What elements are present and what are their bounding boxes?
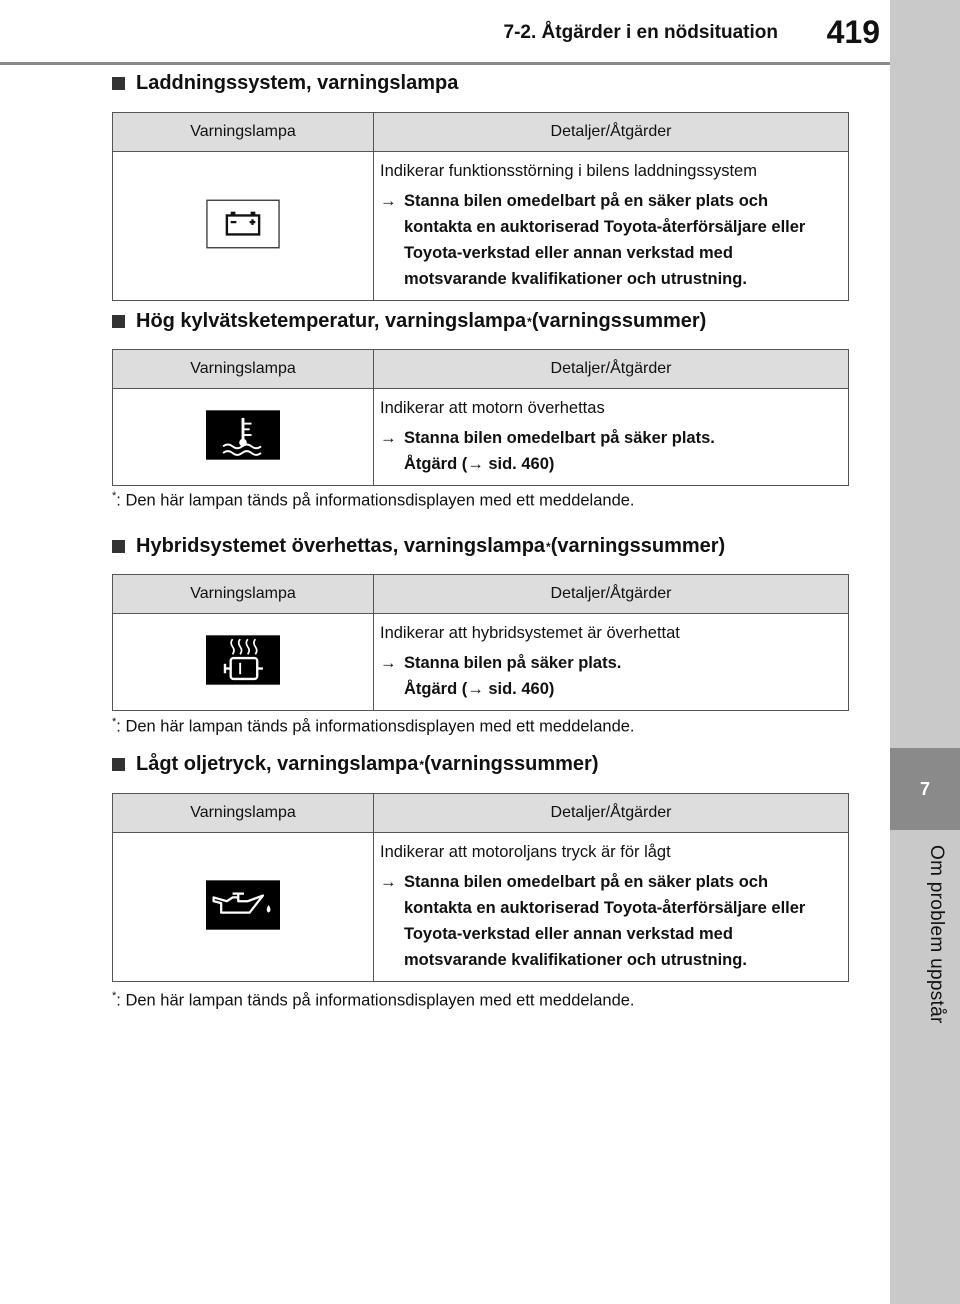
lamp-cell	[113, 833, 374, 982]
footnote-text: : Den här lampan tänds på informationsdisplayen med ett meddelande.	[116, 491, 635, 510]
chapter-label: Om problem uppstår	[926, 845, 947, 1024]
section-heading-hybrid	[112, 535, 725, 558]
bullet-square-icon	[112, 315, 125, 328]
details-text: Indikerar att motoroljans tryck är för lågt	[380, 843, 671, 861]
column-header-lamp: Varningslampa	[113, 794, 374, 833]
section-title-suffix: (varningssummer)	[424, 753, 599, 775]
page-number: 419	[826, 14, 880, 50]
action-text: Stanna bilen omedelbart på en säker plats och kontakta en auktoriserad Toyota-återförsäljare eller Toyota-verkstad eller annan verkstad med motsvarande kvalifikationer och utrustning.	[404, 192, 806, 288]
arrow-icon: →	[380, 873, 397, 891]
page-reference: Åtgärd (→ sid. 460)	[404, 680, 555, 698]
bullet-square-icon	[112, 540, 125, 553]
section-title: Hybridsystemet överhettas, varningslampa	[136, 535, 546, 557]
section-title-suffix: (varningssummer)	[550, 535, 726, 557]
arrow-icon: →	[380, 429, 397, 447]
footnote-star: *	[527, 314, 532, 329]
section-title-suffix: (varningssummer)	[531, 310, 707, 332]
action-instruction	[380, 188, 840, 292]
column-header-lamp: Varningslampa	[113, 350, 374, 389]
column-header-details: Detaljer/Åtgärder	[374, 113, 849, 152]
section-title: Lågt oljetryck, varningslampa	[136, 753, 419, 775]
section-heading-oil	[112, 753, 599, 776]
footnote	[112, 990, 635, 1011]
action-instruction	[380, 425, 840, 477]
details-cell	[374, 614, 849, 711]
bullet-square-icon	[112, 758, 125, 771]
warning-table-oil	[112, 793, 849, 982]
details-cell	[374, 389, 849, 486]
details-text: Indikerar funktionsstörning i bilens laddningssystem	[380, 162, 757, 180]
warning-table-hybrid	[112, 574, 849, 711]
footnote	[112, 490, 635, 511]
arrow-icon: →	[380, 192, 397, 210]
action-instruction	[380, 869, 840, 973]
footnote-star: *	[112, 490, 117, 502]
battery-icon	[206, 199, 280, 249]
footnote-star: *	[546, 539, 551, 554]
action-instruction	[380, 650, 840, 702]
footnote-text: : Den här lampan tänds på informationsdisplayen med ett meddelande.	[116, 991, 635, 1010]
footnote-star: *	[419, 757, 424, 772]
column-header-lamp: Varningslampa	[113, 575, 374, 614]
oil-pressure-icon	[206, 880, 280, 930]
arrow-icon: →	[380, 654, 397, 672]
column-header-details: Detaljer/Åtgärder	[374, 794, 849, 833]
section-heading-charging	[112, 72, 458, 95]
action-text: Stanna bilen på säker plats.	[404, 654, 622, 672]
column-header-lamp: Varningslampa	[113, 113, 374, 152]
column-header-details: Detaljer/Åtgärder	[374, 350, 849, 389]
details-cell	[374, 152, 849, 301]
coolant-temperature-icon	[206, 410, 280, 460]
section-title: Laddningssystem, varningslampa	[136, 72, 459, 94]
warning-table-charging	[112, 112, 849, 301]
column-header-details: Detaljer/Åtgärder	[374, 575, 849, 614]
chapter-side-tab	[890, 0, 960, 1304]
action-text: Stanna bilen omedelbart på en säker plats och kontakta en auktoriserad Toyota-återförsäljare eller Toyota-verkstad eller annan verkstad med motsvarande kvalifikationer och utrustning.	[404, 873, 806, 969]
action-text: Stanna bilen omedelbart på säker plats.	[404, 429, 715, 447]
page-header	[0, 0, 890, 65]
footnote-text: : Den här lampan tänds på informationsdisplayen med ett meddelande.	[116, 717, 635, 736]
lamp-cell	[113, 389, 374, 486]
chapter-title: 7-2. Åtgärder i en nödsituation	[503, 22, 778, 43]
footnote-star: *	[112, 716, 117, 728]
footnote-star: *	[112, 990, 117, 1002]
chapter-number: 7	[890, 748, 960, 830]
hybrid-system-overheat-icon	[206, 635, 280, 685]
footnote	[112, 716, 635, 737]
lamp-cell	[113, 614, 374, 711]
section-title: Hög kylvätsketemperatur, varningslampa	[136, 310, 527, 332]
details-text: Indikerar att motorn överhettas	[380, 399, 605, 417]
details-text: Indikerar att hybridsystemet är överhettat	[380, 624, 680, 642]
warning-table-coolant	[112, 349, 849, 486]
bullet-square-icon	[112, 77, 125, 90]
section-heading-coolant	[112, 310, 706, 333]
lamp-cell	[113, 152, 374, 301]
details-cell	[374, 833, 849, 982]
page-reference: Åtgärd (→ sid. 460)	[404, 455, 555, 473]
